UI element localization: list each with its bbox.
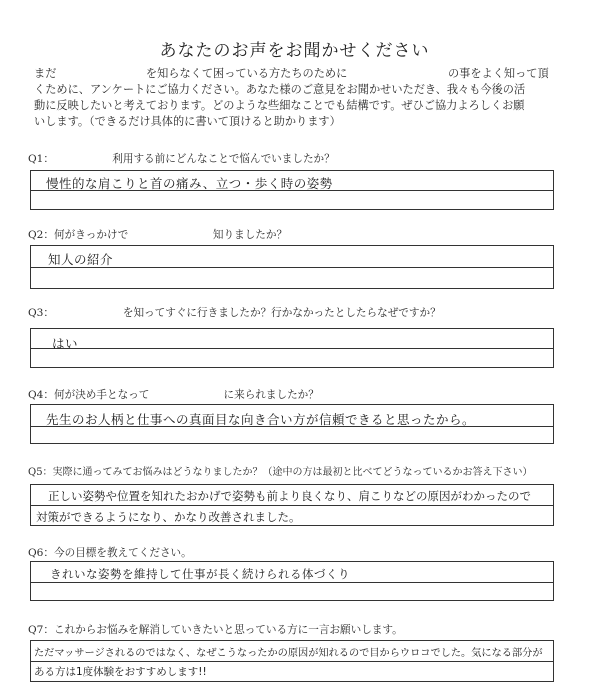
intro-line-1: まだ を知らなくて困っている方たちのために の事をよく知って頂 xyxy=(34,67,549,80)
question-5-label: Q5：実際に通ってみてお悩みはどうなりましたか？（途中の方は最初と比べてどうなっているかお答え下さい） xyxy=(28,467,533,478)
answer-6-line-1: きれいな姿勢を維持して仕事が長く続けられる体づくり xyxy=(50,567,350,581)
question-6-label: Q6：今の目標を教えてください。 xyxy=(28,547,192,559)
answer-2-line-1: 知人の紹介 xyxy=(48,252,114,267)
answer-1-line-1: 慢性的な肩こりと首の痛み、立つ・歩く時の姿勢 xyxy=(46,176,333,191)
answer-box-3 xyxy=(30,328,554,368)
intro-line-2: くために、アンケートにご協力ください。あなた様のご意見をお聞かせいただき、我々も今後の活 xyxy=(34,83,526,96)
question-2-label: Q2：何がきっかけで 知りましたか？ xyxy=(28,229,288,241)
intro-line-3: 動に反映したいと考えております。どのような些細なことでも結構です。ぜひご協力よろしくお願 xyxy=(34,99,525,112)
answer-4-line-1: 先生のお人柄と仕事への真面目な向き合い方が信頼できると思ったから。 xyxy=(46,412,476,427)
page-title: あなたのお声をお聞かせください xyxy=(159,41,430,61)
intro-line-4: いします。（できるだけ具体的に書いて頂けると助かります） xyxy=(34,115,341,128)
answer-7-line-2: ある方は1度体験をおすすめします!! xyxy=(34,666,207,678)
question-4-label: Q4：何が決め手となって に来られましたか？ xyxy=(28,389,319,401)
answer-5-line-2: 対策ができるようになり、かなり改善されました。 xyxy=(36,510,301,524)
answer-3-line-1: はい xyxy=(52,336,79,351)
question-7-label: Q7：これからお悩みを解消していきたいと思っている方に一言お願いします。 xyxy=(28,624,403,636)
answer-7-line-1: ただマッサージされるのではなく、なぜこうなったかの原因が知れるので目からウロコでした。気になる部分が xyxy=(34,648,543,659)
question-1-label: Q1： 利用する前にどんなことで悩んでいましたか？ xyxy=(28,153,335,165)
answer-5-line-1: 正しい姿勢や位置を知れたおかげで姿勢も前より良くなり、肩こりなどの原因がわかったので xyxy=(48,489,531,503)
question-3-label: Q3： を知ってすぐに行きましたか？行かなかったとしたらなぜですか？ xyxy=(28,307,441,319)
